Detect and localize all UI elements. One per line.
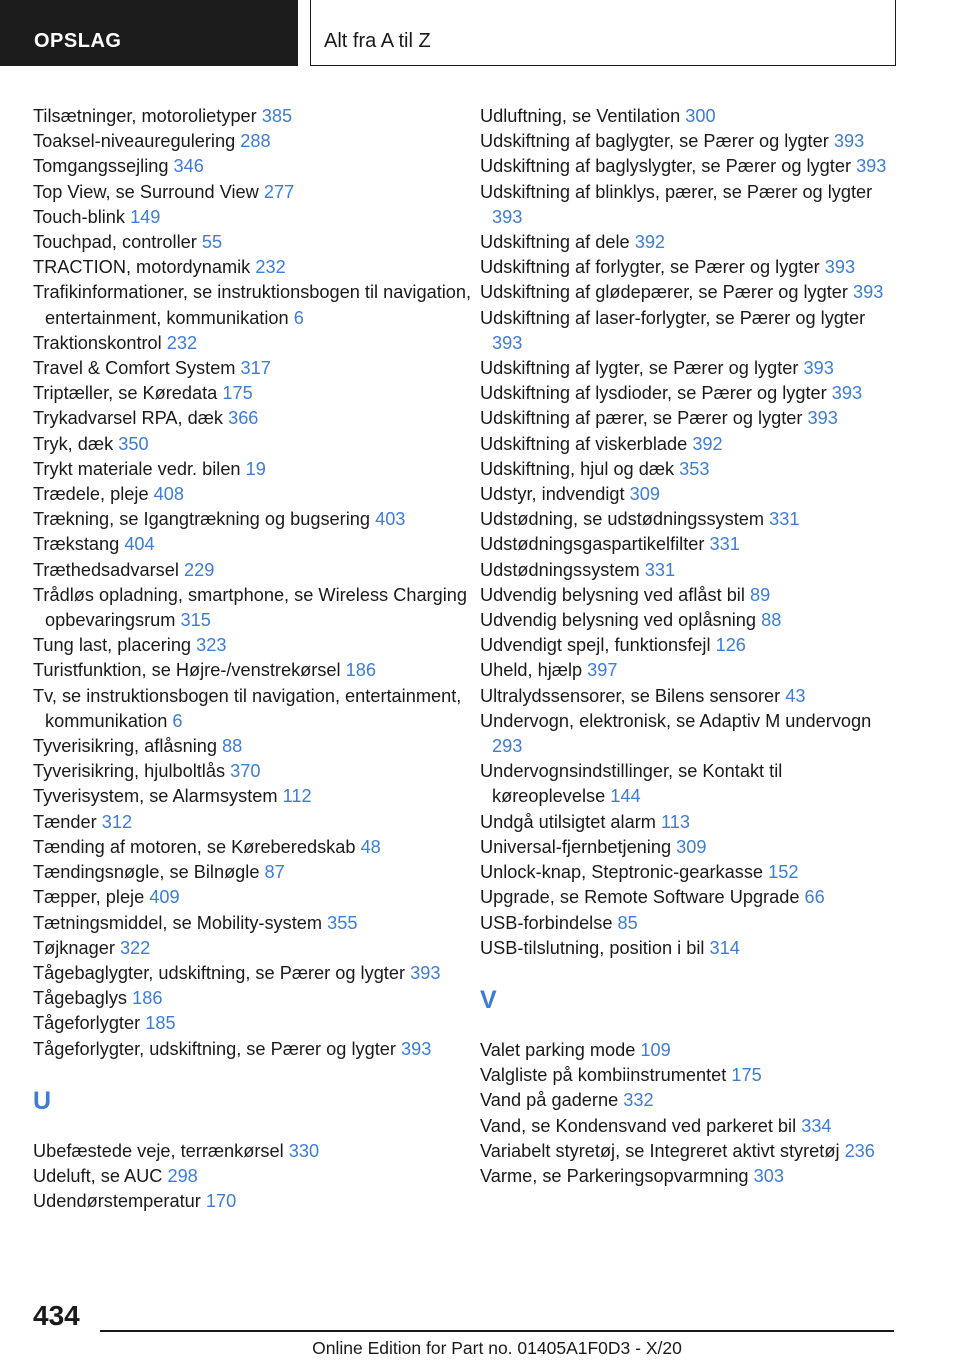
index-column-left <box>33 104 473 1214</box>
page-link[interactable]: 350 <box>118 433 149 454</box>
index-entry <box>33 911 473 936</box>
entry-text: Udskiftning af lysdioder, se Pærer og lygter <box>480 383 827 404</box>
page-link[interactable]: 315 <box>180 610 211 631</box>
index-entry <box>480 280 900 305</box>
index-entry <box>33 180 473 205</box>
entry-text: Tyverisikring, aflåsning <box>33 736 217 757</box>
index-entry <box>33 230 473 255</box>
index-entry <box>33 684 473 734</box>
page-link[interactable]: 126 <box>715 635 746 656</box>
index-column-right <box>480 104 900 1189</box>
index-entry <box>33 507 473 532</box>
page-link[interactable]: 43 <box>785 685 806 706</box>
index-entry <box>480 885 900 910</box>
entry-text: Tryk, dæk <box>33 433 114 454</box>
entry-text: Ubefæstede veje, terrænkørsel <box>33 1140 284 1161</box>
index-entry <box>480 457 900 482</box>
entry-text: Valgliste på kombiinstrumentet <box>480 1065 727 1086</box>
page-link[interactable]: 300 <box>685 106 716 126</box>
page-link[interactable]: 185 <box>145 1013 176 1034</box>
index-entry <box>480 432 900 457</box>
page-link[interactable]: 393 <box>410 962 441 983</box>
index-entry <box>480 306 900 356</box>
entry-text: Udskiftning af baglyslygter, se Pærer og lygter <box>480 156 851 177</box>
page-link[interactable]: 393 <box>400 1038 432 1059</box>
page-link[interactable]: 393 <box>856 156 887 177</box>
index-entry <box>33 558 473 583</box>
page-link[interactable]: 6 <box>293 307 304 328</box>
index-entry <box>33 205 473 230</box>
index-entry <box>33 280 473 330</box>
index-entry <box>33 432 473 457</box>
entry-text: USB-tilslutning, position i bil <box>480 937 705 958</box>
entry-text: Universal-fjernbetjening <box>480 836 672 857</box>
index-entry <box>480 532 900 557</box>
entry-text: Undervognsindstillinger, se Kontakt til køreoplevelse <box>480 761 783 807</box>
page-link[interactable]: 88 <box>222 736 243 757</box>
index-entry <box>480 810 900 835</box>
entry-text: Tyverisystem, se Alarmsystem <box>33 786 278 807</box>
entry-text: Udstødningssystem <box>480 559 640 580</box>
entry-list-t <box>33 104 473 1062</box>
entry-text: Tågebaglygter, udskiftning, se Pærer og lygter <box>33 962 406 983</box>
index-entry <box>480 759 900 809</box>
page-link[interactable]: 317 <box>240 358 271 379</box>
page-link[interactable]: 403 <box>375 509 406 530</box>
page-link[interactable]: 397 <box>587 660 618 681</box>
entry-text: Turistfunktion, se Højre-/venstrekørsel <box>33 660 341 681</box>
entry-text: Travel & Comfort System <box>33 358 236 379</box>
page-link[interactable]: 393 <box>807 408 838 429</box>
entry-text: Varme, se Parkeringsopvarmning <box>480 1165 749 1186</box>
page-link[interactable]: 393 <box>492 332 523 353</box>
index-entry <box>480 129 900 154</box>
page-link[interactable]: 55 <box>201 232 223 253</box>
page-link[interactable]: 298 <box>167 1165 198 1186</box>
entry-text: Tomgangssejling <box>33 156 169 177</box>
entry-text: Variabelt styretøj, se Integreret aktivt styretøj <box>480 1140 840 1161</box>
index-entry <box>33 406 473 431</box>
index-entry <box>480 154 900 179</box>
index-entry <box>33 331 473 356</box>
index-entry <box>480 1038 900 1063</box>
entry-text: Tætningsmiddel, se Mobility-system <box>33 912 323 933</box>
entry-text: Udvendig belysning ved aflåst bil <box>480 584 745 605</box>
page-link[interactable]: 330 <box>288 1140 320 1161</box>
page-link[interactable]: 170 <box>205 1191 237 1212</box>
page-link[interactable]: 331 <box>709 534 740 555</box>
index-entry <box>480 230 900 255</box>
entry-text: Tæpper, pleje <box>33 887 145 908</box>
index-entry <box>33 810 473 835</box>
entry-text: Undervogn, elektronisk, se Adaptiv M undervogn <box>480 710 872 731</box>
index-entry <box>33 860 473 885</box>
index-entry <box>480 835 900 860</box>
entry-text: Tændingsnøgle, se Bilnøgle <box>33 862 260 883</box>
entry-text: Tøjknager <box>33 937 115 958</box>
page-link[interactable]: 334 <box>801 1115 832 1136</box>
page-link[interactable]: 88 <box>761 610 782 631</box>
index-entry <box>480 255 900 280</box>
index-entry <box>480 1114 900 1139</box>
index-entry <box>480 860 900 885</box>
page-link[interactable]: 293 <box>492 736 523 757</box>
entry-text: Udskiftning af laser-forlygter, se Pærer og lygter <box>480 307 866 328</box>
page-link[interactable]: 288 <box>240 131 271 152</box>
entry-text: Trædele, pleje <box>33 484 149 505</box>
edition-note: Online Edition for Part no. 01405A1F0D3 - X/20 <box>312 1338 682 1358</box>
index-entry <box>33 633 473 658</box>
page-link[interactable]: 331 <box>644 559 676 580</box>
index-entry <box>480 482 900 507</box>
entry-text: Udluftning, se Ventilation <box>480 106 681 126</box>
index-entry <box>33 482 473 507</box>
page-link[interactable]: 48 <box>360 836 381 857</box>
page-link[interactable]: 19 <box>245 458 266 479</box>
page-number: 434 <box>33 1300 80 1331</box>
entry-text: Udskiftning af baglygter, se Pærer og lygter <box>480 131 829 152</box>
index-entry <box>33 1037 473 1062</box>
index-entry <box>480 558 900 583</box>
page-link[interactable]: 409 <box>149 887 180 908</box>
entry-text: Vand på gaderne <box>480 1090 619 1111</box>
page-link[interactable]: 393 <box>492 206 523 227</box>
page-link[interactable]: 149 <box>130 206 161 227</box>
page-link[interactable]: 236 <box>844 1140 875 1161</box>
index-entry <box>480 507 900 532</box>
index-entry <box>33 583 473 633</box>
page-link[interactable]: 393 <box>803 358 834 379</box>
entry-text: Udskiftning af lygter, se Pærer og lygter <box>480 358 799 379</box>
index-entry <box>33 885 473 910</box>
entry-text: Udstødningsgaspartikelfilter <box>480 534 705 555</box>
chapter-title: Alt fra A til Z <box>310 0 896 66</box>
page-link[interactable]: 112 <box>282 786 312 807</box>
entry-text: Trykt materiale vedr. bilen <box>33 458 241 479</box>
entry-text: Uheld, hjælp <box>480 660 583 681</box>
entry-text: Tågeforlygter, udskiftning, se Pærer og lygter <box>33 1038 396 1059</box>
page-link[interactable]: 109 <box>640 1039 671 1060</box>
page-link[interactable]: 66 <box>804 887 825 908</box>
page-link[interactable]: 303 <box>753 1165 784 1186</box>
entry-text: TRACTION, motordynamik <box>33 257 251 278</box>
index-entry <box>33 835 473 860</box>
index-entry <box>33 457 473 482</box>
index-entry <box>480 180 900 230</box>
entry-text: Touchpad, controller <box>33 232 197 253</box>
page-link[interactable]: 309 <box>676 836 707 857</box>
section-tab: OPSLAG <box>0 0 298 66</box>
entry-text: Udendørstemperatur <box>33 1191 201 1212</box>
index-entry <box>33 986 473 1011</box>
entry-text: Upgrade, se Remote Software Upgrade <box>480 887 800 908</box>
entry-text: Unlock-knap, Steptronic-gearkasse <box>480 862 764 883</box>
entry-text: Tågebaglys <box>33 988 128 1009</box>
page-link[interactable]: 323 <box>196 635 227 656</box>
index-entry <box>480 936 900 961</box>
entry-text: Touch-blink <box>33 206 125 227</box>
page-link[interactable]: 309 <box>629 484 660 505</box>
entry-text: Ultralydssensorer, se Bilens sensorer <box>480 685 781 706</box>
entry-text: Udskiftning af glødepærer, se Pærer og lygter <box>480 282 848 303</box>
index-entry <box>33 104 473 129</box>
index-entry <box>480 381 900 406</box>
index-entry <box>480 911 900 936</box>
entry-text: Udskiftning af forlygter, se Pærer og lygter <box>480 257 820 278</box>
index-entry <box>33 734 473 759</box>
page-link[interactable]: 87 <box>264 862 285 883</box>
page-link[interactable]: 393 <box>824 257 856 278</box>
entry-text: Trykadvarsel RPA, dæk <box>33 408 224 429</box>
page-link[interactable]: 392 <box>634 232 666 253</box>
page-link[interactable]: 393 <box>831 383 863 404</box>
page-link[interactable]: 232 <box>166 332 198 353</box>
page-header <box>0 0 960 66</box>
index-entry <box>33 154 473 179</box>
entry-text: Udstyr, indvendigt <box>480 484 625 505</box>
index-entry <box>480 684 900 709</box>
index-entry <box>33 1189 473 1214</box>
page-link[interactable]: 332 <box>623 1090 654 1111</box>
entry-text: Tyverisikring, hjulboltlås <box>33 761 226 782</box>
index-entry <box>33 1011 473 1036</box>
index-entry <box>480 633 900 658</box>
index-entry <box>33 784 473 809</box>
page-link[interactable]: 144 <box>610 786 641 807</box>
index-entry <box>33 1164 473 1189</box>
entry-list-v <box>480 1038 900 1189</box>
entry-text: Udskiftning af viskerblade <box>480 433 688 454</box>
page-link[interactable]: 393 <box>853 282 884 303</box>
page-link[interactable]: 186 <box>132 988 163 1009</box>
entry-text: Udskiftning af dele <box>480 232 630 253</box>
page-link[interactable]: 393 <box>833 131 865 152</box>
entry-text: Valet parking mode <box>480 1039 636 1060</box>
entry-list-u <box>33 1139 473 1215</box>
page-link[interactable]: 346 <box>173 156 204 177</box>
page-link[interactable]: 404 <box>124 534 155 555</box>
index-entry <box>480 658 900 683</box>
index-entry <box>480 356 900 381</box>
index-entry <box>480 709 900 759</box>
entry-text: Udeluft, se AUC <box>33 1165 163 1186</box>
index-entry <box>33 658 473 683</box>
entry-text: Udskiftning, hjul og dæk <box>480 458 675 479</box>
page-link[interactable]: 152 <box>768 862 799 883</box>
entry-text: Udskiftning af blinklys, pærer, se Pærer og lygter <box>480 181 873 202</box>
page-link[interactable]: 175 <box>222 383 253 404</box>
page-link[interactable]: 6 <box>172 710 183 731</box>
index-entry <box>33 129 473 154</box>
index-entry <box>33 356 473 381</box>
index-entry <box>480 583 900 608</box>
index-entry <box>480 1063 900 1088</box>
entry-text: Tilsætninger, motorolietyper <box>33 106 257 126</box>
page-link[interactable]: 331 <box>769 509 800 530</box>
page-link[interactable]: 314 <box>709 937 740 958</box>
entry-text: Tung last, placering <box>33 635 192 656</box>
index-entry <box>480 608 900 633</box>
entry-text: Træthedsadvarsel <box>33 559 179 580</box>
entry-text: Tv, se instruktionsbogen til navigation, entertainment, kommunikation <box>33 685 462 731</box>
page-link[interactable]: 232 <box>255 257 286 278</box>
page-link[interactable]: 408 <box>153 484 185 505</box>
entry-text: Trækning, se Igangtrækning og bugsering <box>33 509 371 530</box>
entry-text: Udstødning, se udstødningssystem <box>480 509 765 530</box>
page-link[interactable]: 366 <box>228 408 259 429</box>
page-link[interactable]: 85 <box>617 912 638 933</box>
entry-text: Tænding af motoren, se Køreberedskab <box>33 836 356 857</box>
entry-text: Trådløs opladning, smartphone, se Wireless Charging opbevaringsrum <box>33 584 468 631</box>
entry-text: Toaksel-niveauregulering <box>33 131 236 152</box>
letter-heading-v: V <box>480 985 497 1014</box>
page-link[interactable]: 277 <box>263 181 295 202</box>
entry-text: Udvendigt spejl, funktionsfejl <box>480 635 711 656</box>
index-entry <box>33 381 473 406</box>
index-entry <box>33 255 473 280</box>
index-entry <box>480 1164 900 1189</box>
page-link[interactable]: 355 <box>327 912 358 933</box>
entry-text: Tågeforlygter <box>33 1013 141 1034</box>
entry-list-u-continued <box>480 104 900 961</box>
page-link[interactable]: 385 <box>261 106 293 126</box>
page-link[interactable]: 370 <box>230 761 261 782</box>
index-entry <box>480 406 900 431</box>
index-entry <box>33 961 473 986</box>
footer-divider <box>100 1330 894 1332</box>
index-entry <box>33 1139 473 1164</box>
index-entry <box>480 104 900 129</box>
page-link[interactable]: 175 <box>731 1065 762 1086</box>
entry-text: Undgå utilsigtet alarm <box>480 811 656 832</box>
page-link[interactable]: 322 <box>119 937 151 958</box>
entry-text: Udskiftning af pærer, se Pærer og lygter <box>480 408 803 429</box>
index-entry <box>33 936 473 961</box>
page-link[interactable]: 229 <box>183 559 215 580</box>
entry-text: USB-forbindelse <box>480 912 613 933</box>
page-link[interactable]: 353 <box>679 458 710 479</box>
page-link[interactable]: 89 <box>749 584 771 605</box>
index-entry <box>480 1139 900 1164</box>
entry-text: Top View, se Surround View <box>33 181 259 202</box>
entry-text: Tænder <box>33 811 97 832</box>
entry-text: Triptæller, se Køredata <box>33 383 218 404</box>
index-entry <box>480 1088 900 1113</box>
page-link[interactable]: 113 <box>660 811 690 832</box>
index-entry <box>33 532 473 557</box>
entry-text: Trækstang <box>33 534 120 555</box>
page-link[interactable]: 392 <box>692 433 723 454</box>
page-link[interactable]: 312 <box>101 811 133 832</box>
entry-text: Traktionskontrol <box>33 332 162 353</box>
index-entry <box>33 759 473 784</box>
entry-text: Vand, se Kondensvand ved parkeret bil <box>480 1115 797 1136</box>
entry-text: Udvendig belysning ved oplåsning <box>480 610 757 631</box>
page-link[interactable]: 186 <box>345 660 377 681</box>
entry-text: Trafikinformationer, se instruktionsbogen til navigation, entertainment, kommunikation <box>33 282 472 328</box>
letter-heading-u: U <box>33 1086 52 1115</box>
